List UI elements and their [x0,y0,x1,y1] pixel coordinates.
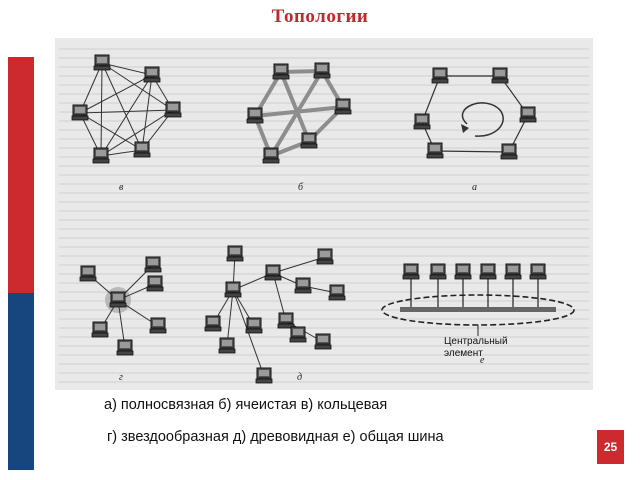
computer-icon [315,334,331,349]
computer-display [150,278,160,284]
computer-display [230,248,240,254]
computer-keyboard [301,144,317,148]
computer-display [508,266,518,272]
computer-display [406,266,416,272]
topology-figure [55,38,593,390]
background-noise-line [59,48,589,50]
computer-keyboard [117,351,133,355]
computer-display [298,280,308,286]
computer-icon [455,264,471,279]
computer-icon [480,264,496,279]
computer-icon [414,114,430,129]
background-noise-line [59,318,589,320]
computer-icon [93,148,109,163]
computer-keyboard [492,79,508,83]
accent-bar-blue [8,293,34,470]
computer-icon [247,108,263,123]
computer-keyboard [335,110,351,114]
background-noise-line [59,327,589,329]
panel-letter: г [119,372,123,383]
computer-display [266,150,276,156]
slide-title: Топологии [271,6,369,27]
background-noise-line [59,219,589,221]
computer-keyboard [403,275,419,279]
background-noise-line [59,210,589,212]
topology-diagram [55,38,593,390]
computer-icon [317,249,333,264]
background-noise-line [59,84,589,86]
computer-keyboard [427,154,443,158]
computer-display [417,116,427,122]
computer-icon [134,142,150,157]
computer-icon [329,285,345,300]
computer-icon [110,292,126,307]
computer-keyboard [256,379,272,383]
background-noise-line [59,282,589,284]
computer-keyboard [225,293,241,297]
computer-icon [278,313,294,328]
computer-display [304,135,314,141]
computer-keyboard [110,303,126,307]
computer-icon [92,322,108,337]
computer-display [113,294,123,300]
background-noise-line [59,57,589,59]
computer-icon [205,316,221,331]
computer-keyboard [94,66,110,70]
computer-icon [256,368,272,383]
computer-display [153,320,163,326]
background-noise-line [59,237,589,239]
computer-display [483,266,493,272]
computer-display [95,324,105,330]
computer-icon [427,143,443,158]
computer-display [293,329,303,335]
computer-keyboard [80,277,96,281]
computer-icon [501,144,517,159]
bus-label: Центральный [444,336,508,347]
computer-keyboard [263,159,279,163]
computer-icon [225,282,241,297]
panel-letter: в [119,182,124,193]
computer-display [148,259,158,265]
computer-keyboard [414,125,430,129]
computer-keyboard [205,327,221,331]
background-noise-line [59,138,589,140]
computer-icon [147,276,163,291]
computer-display [168,104,178,110]
background-noise-line [59,120,589,122]
background-noise-line [59,102,589,104]
computer-display [222,340,232,346]
computer-display [228,284,238,290]
computer-keyboard [432,79,448,83]
panel-letter: е [480,355,485,366]
computer-icon [432,68,448,83]
computer-icon [263,148,279,163]
computer-display [281,315,291,321]
computer-keyboard [72,116,88,120]
computer-icon [72,105,88,120]
computer-icon [520,107,536,122]
computer-keyboard [480,275,496,279]
computer-display [430,145,440,151]
computer-keyboard [247,119,263,123]
computer-icon [295,278,311,293]
computer-keyboard [165,113,181,117]
computer-keyboard [295,289,311,293]
computer-keyboard [530,275,546,279]
background-noise-line [59,174,589,176]
computer-keyboard [317,260,333,264]
computer-keyboard [93,159,109,163]
computer-icon [80,266,96,281]
computer-display [268,267,278,273]
computer-keyboard [227,257,243,261]
background-noise-line [59,183,589,185]
computer-keyboard [520,118,536,122]
computer-display [504,146,514,152]
computer-display [120,342,130,348]
computer-icon [94,55,110,70]
computer-keyboard [505,275,521,279]
computer-icon [150,318,166,333]
computer-keyboard [92,333,108,337]
background-noise-line [59,381,589,383]
computer-display [332,287,342,293]
computer-icon [301,133,317,148]
computer-keyboard [246,329,262,333]
accent-bar-red [8,57,34,293]
background-noise-line [59,93,589,95]
computer-display [208,318,218,324]
computer-keyboard [430,275,446,279]
computer-icon [273,64,289,79]
computer-icon [403,264,419,279]
computer-display [495,70,505,76]
computer-display [320,251,330,257]
computer-keyboard [290,338,306,342]
computer-display [338,101,348,107]
computer-keyboard [265,276,281,280]
computer-display [97,57,107,63]
computer-icon [227,246,243,261]
computer-display [259,370,269,376]
computer-icon [290,327,306,342]
background-noise-line [59,354,589,356]
background-noise-line [59,363,589,365]
computer-keyboard [144,78,160,82]
computer-icon [145,257,161,272]
computer-keyboard [501,155,517,159]
computer-display [75,107,85,113]
computer-icon [430,264,446,279]
computer-icon [219,338,235,353]
computer-display [533,266,543,272]
computer-keyboard [315,345,331,349]
computer-icon [165,102,181,117]
computer-icon [265,265,281,280]
computer-keyboard [134,153,150,157]
computer-keyboard [150,329,166,333]
computer-icon [144,67,160,82]
caption-line-2: г) звездообразная д) древовидная е) общая шина [107,429,444,445]
background-noise-line [59,129,589,131]
computer-display [83,268,93,274]
computer-icon [530,264,546,279]
panel-letter: а [472,182,477,193]
background-noise-line [59,300,589,302]
computer-display [276,66,286,72]
background-noise-line [59,201,589,203]
panel-letter: б [298,182,304,193]
computer-keyboard [329,296,345,300]
background-noise-line [59,192,589,194]
computer-keyboard [147,287,163,291]
computer-keyboard [455,275,471,279]
computer-display [317,65,327,71]
background-noise-line [59,372,589,374]
computer-display [435,70,445,76]
computer-keyboard [145,268,161,272]
computer-display [250,110,260,116]
caption-line-1: а) полносвязная б) ячеистая в) кольцевая [104,397,388,413]
computer-icon [117,340,133,355]
computer-display [137,144,147,150]
computer-icon [246,318,262,333]
computer-display [96,150,106,156]
computer-icon [314,63,330,78]
computer-display [147,69,157,75]
computer-icon [492,68,508,83]
background-noise-line [59,246,589,248]
panel-letter: д [297,372,303,383]
background-noise-line [59,228,589,230]
computer-display [458,266,468,272]
page-number-badge: 25 [597,430,624,464]
computer-display [249,320,259,326]
computer-icon [335,99,351,114]
computer-icon [505,264,521,279]
background-noise-line [59,165,589,167]
computer-keyboard [219,349,235,353]
computer-display [318,336,328,342]
computer-keyboard [314,74,330,78]
computer-display [523,109,533,115]
computer-keyboard [273,75,289,79]
bus-label: элемент [444,348,483,359]
computer-display [433,266,443,272]
bus-line [400,307,556,312]
